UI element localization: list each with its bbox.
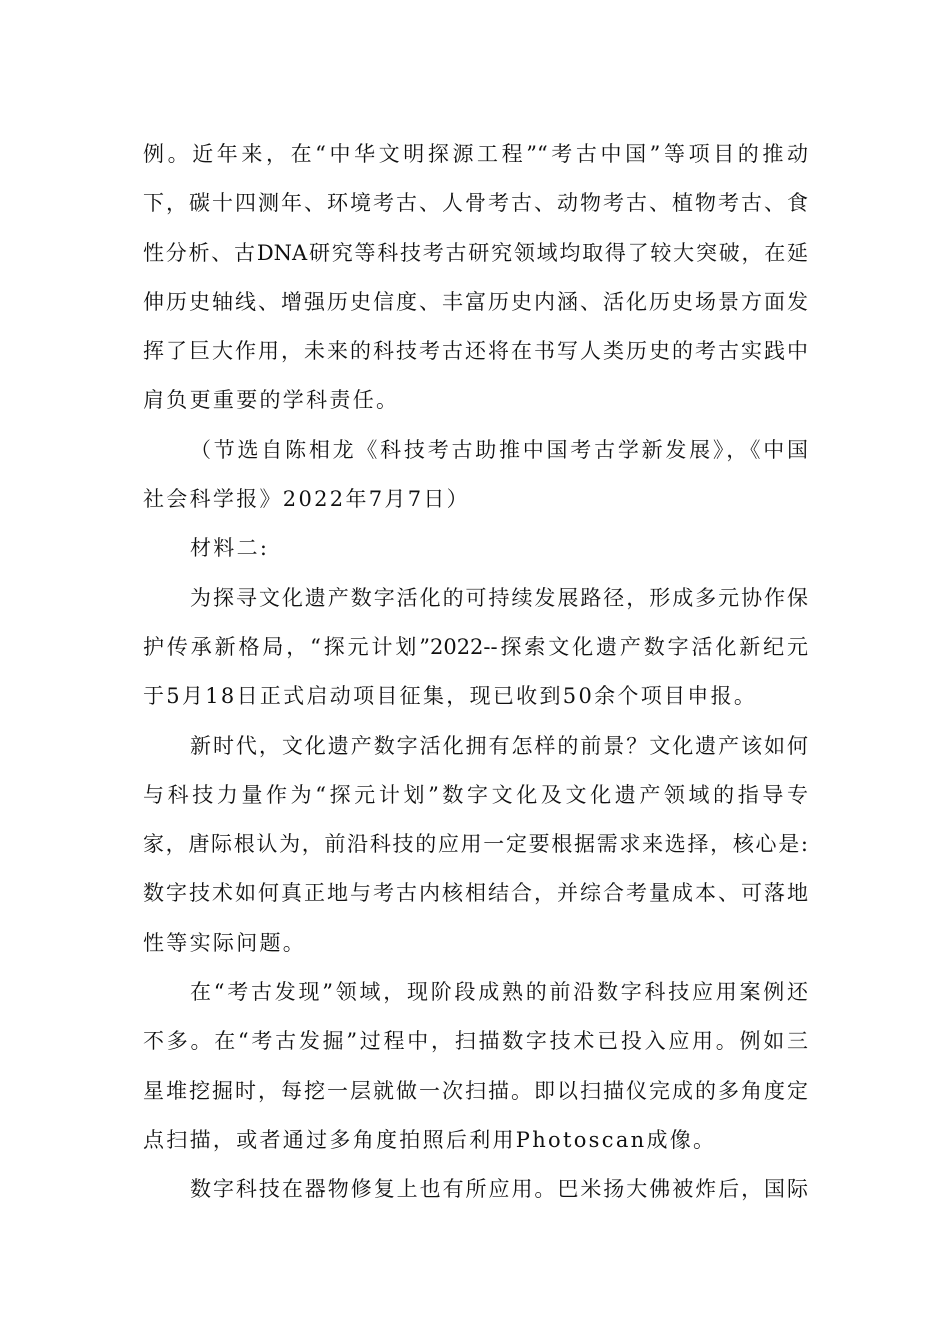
text-line: 星堆挖掘时，每挖一层就做一次扫描。即以扫描仪完成的多角度定 (143, 1078, 808, 1103)
citation-line: 社会科学报》2022年7月7日） (143, 487, 470, 512)
text-line: 例。近年来，在“中华文明探源工程”“考古中国”等项目的推动 (143, 142, 808, 166)
text-line: 性等实际问题。 (143, 930, 307, 955)
text-line: 点扫描，或者通过多角度拍照后利用Photoscan成像。 (143, 1127, 717, 1152)
text-line: 伸历史轴线、增强历史信度、丰富历史内涵、活化历史场景方面发 (143, 289, 808, 314)
text-line: 新时代，文化遗产数字活化拥有怎样的前景？文化遗产该如何 (190, 733, 808, 758)
text-line: 下，碳十四测年、环境考古、人骨考古、动物考古、植物考古、食 (143, 191, 808, 216)
text-line: 在“考古发现”领域，现阶段成熟的前沿数字科技应用案例还 (190, 980, 808, 1005)
text-line: 数字技术如何真正地与考古内核相结合，并综合考量成本、可落地 (143, 881, 808, 906)
text-line: 于5月18日正式启动项目征集，现已收到50余个项目申报。 (143, 684, 758, 709)
text-line: 挥了巨大作用，未来的科技考古还将在书写人类历史的考古实践中 (143, 339, 808, 364)
text-line: 肩负更重要的学科责任。 (143, 388, 400, 413)
text-line: 不多。在“考古发掘”过程中，扫描数字技术已投入应用。例如三 (143, 1029, 808, 1054)
section-heading: 材料二: (190, 536, 270, 561)
citation-line: （节选自陈相龙《科技考古助推中国考古学新发展》，《中国 (190, 437, 808, 462)
document-body (143, 130, 808, 1215)
text-line: 数字科技在器物修复上也有所应用。巴米扬大佛被炸后，国际 (190, 1177, 808, 1202)
text-line: 家，唐际根认为，前沿科技的应用一定要根据需求来选择，核心是: (143, 832, 808, 857)
text-line: 护传承新格局，“探元计划”2022--探索文化遗产数字活化新纪元 (143, 634, 808, 659)
text-line: 为探寻文化遗产数字活化的可持续发展路径，形成多元协作保 (190, 585, 808, 610)
text-line: 与科技力量作为“探元计划”数字文化及文化遗产领域的指导专 (143, 782, 808, 807)
text-line: 性分析、古DNA研究等科技考古研究领域均取得了较大突破，在延 (143, 240, 808, 265)
